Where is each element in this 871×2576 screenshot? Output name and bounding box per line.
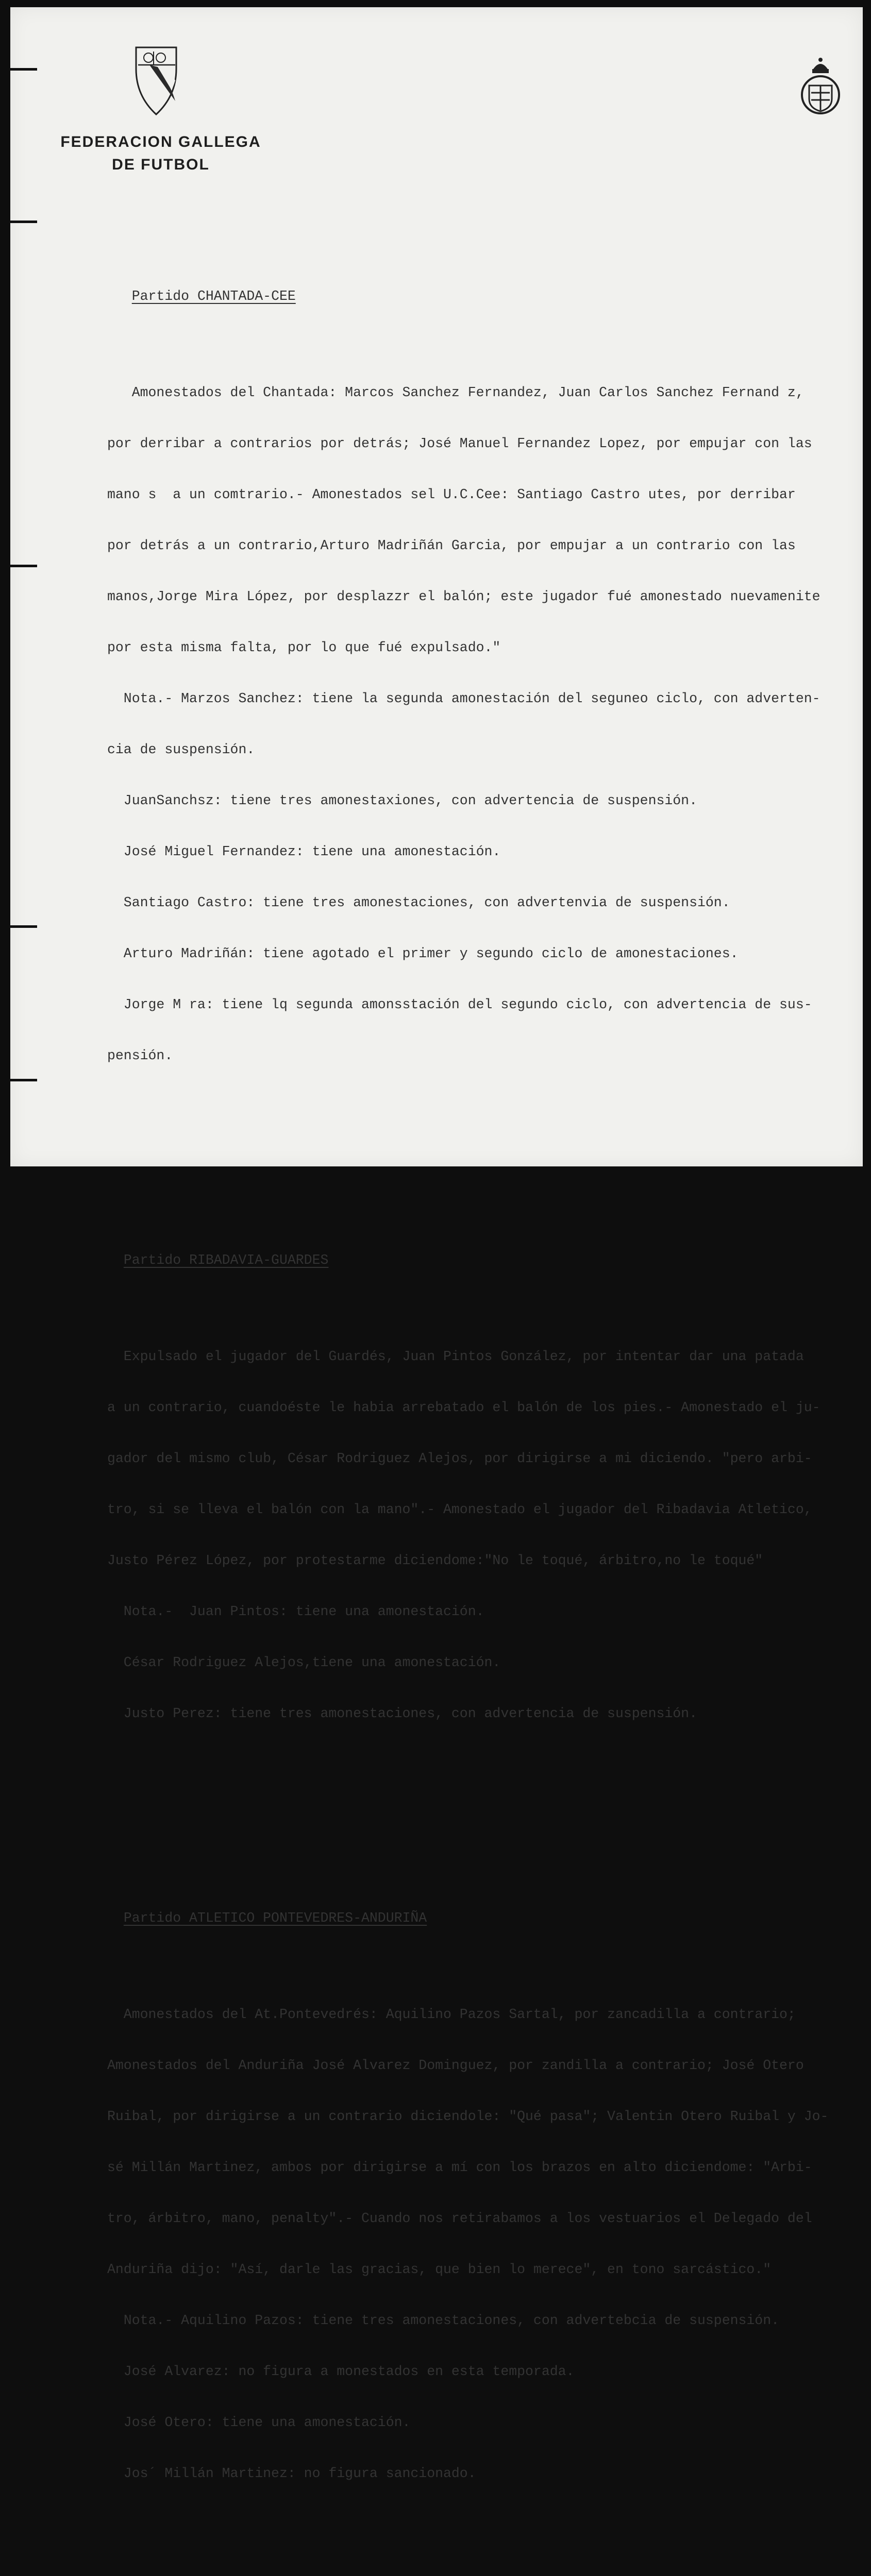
text-line: tro, árbitro, mano, penalty".- Cuando nos retirabamos a los vestuarios el Delegado del bbox=[107, 2211, 812, 2226]
note-line: Nota.- Aquilino Pazos: tiene tres amonestaciones, con advertebcia de suspensión. bbox=[107, 2313, 780, 2328]
note-line: Nota.- Juan Pintos: tiene una amonestación. bbox=[107, 1604, 484, 1619]
binder-hole bbox=[10, 1079, 37, 1081]
federation-shield-logo bbox=[134, 44, 178, 116]
text-line: manos,Jorge Mira López, por desplazzr el balón; este jugador fué amonestado nuevamenite bbox=[107, 589, 820, 604]
text-line: Anduriña dijo: "Así, darle las gracias, que bien lo merece", en tono sarcástico." bbox=[107, 2262, 772, 2277]
binder-hole bbox=[10, 925, 37, 928]
text-line: mano s a un comtrario.- Amonestados sel U.C.Cee: Santiago Castro utes, por derribar bbox=[107, 487, 796, 502]
text-line: Jorge M ra: tiene lq segunda amonsstación del segundo ciclo, con advertencia de sus- bbox=[107, 997, 812, 1012]
royal-crown-crest-logo bbox=[799, 57, 842, 116]
text-line: Justo Pérez López, por protestarme diciendome:"No le toqué, árbitro,no le toqué" bbox=[107, 1553, 763, 1568]
document-body bbox=[107, 203, 860, 2576]
text-line: Amonestados del Anduriña José Alvarez Dominguez, por zandilla a contrario; José Otero bbox=[107, 2058, 804, 2073]
text-line: Jos´ Millán Martinez: no figura sancionado. bbox=[107, 2466, 476, 2481]
text-line: sé Millán Martinez, ambos por dirigirse a mí con los brazos en alto diciendome: "Arbi- bbox=[107, 2160, 812, 2175]
text-line: Amonestados del Chantada: Marcos Sanchez Fernandez, Juan Carlos Sanchez Fernand z, bbox=[107, 385, 804, 400]
text-line: pensión. bbox=[107, 1048, 173, 1063]
text-line: Ruibal, por dirigirse a un contrario diciendole: "Qué pasa"; Valentin Otero Ruibal y Jo- bbox=[107, 2109, 829, 2124]
binder-hole bbox=[10, 221, 37, 223]
match-section-chantada-cee bbox=[107, 254, 860, 1098]
text-line: por derribar a contrarios por detrás; José Manuel Fernandez Lopez, por empujar con las bbox=[107, 436, 812, 451]
binder-hole bbox=[10, 565, 37, 567]
text-line: Expulsado el jugador del Guardés, Juan Pintos González, por intentar dar una patada bbox=[107, 1349, 804, 1364]
text-line: tro, si se lleva el balón con la mano".- Amonestado el jugador del Ribadavia Atletico, bbox=[107, 1502, 812, 1517]
text-line: gador del mismo club, César Rodriguez Alejos, por dirigirse a mi diciendo. "pero arbi- bbox=[107, 1451, 812, 1466]
text-line: Justo Perez: tiene tres amonestaciones, con advertencia de suspensión. bbox=[107, 1706, 697, 1721]
text-line: José Otero: tiene una amonestación. bbox=[107, 2415, 411, 2430]
text-line: a un contrario, cuandoéste le habia arrebatado el balón de los pies.- Amonestado el ju- bbox=[107, 1400, 820, 1415]
text-line: José Miguel Fernandez: tiene una amonestación. bbox=[107, 844, 501, 859]
text-line: JuanSanchsz: tiene tres amonestaxiones, con advertencia de suspensión. bbox=[107, 793, 697, 808]
organization-name-line1: FEDERACION GALLEGA bbox=[60, 133, 261, 150]
organization-name bbox=[58, 131, 264, 176]
text-line: cia de suspensión. bbox=[107, 742, 255, 757]
text-line: Santiago Castro: tiene tres amonestaciones, con advertenvia de suspensión. bbox=[107, 895, 730, 910]
text-line: Amonestados del At.Pontevedrés: Aquilino Pazos Sartal, por zancadilla a contrario; bbox=[107, 2007, 796, 2022]
note-line: Nota.- Marzos Sanchez: tiene la segunda amonestación del seguneo ciclo, con adverten- bbox=[107, 691, 820, 706]
text-line: por detrás a un contrario,Arturo Madriñán Garcia, por empujar a un contrario con las bbox=[107, 538, 796, 553]
match-section-ribadavia-guardes bbox=[107, 1218, 860, 1756]
text-line: José Alvarez: no figura a monestados en esta temporada. bbox=[107, 2364, 575, 2379]
section-title: Partido RIBADAVIA-GUARDES bbox=[123, 1252, 329, 1268]
text-line: por esta misma falta, por lo que fué expulsado." bbox=[107, 640, 501, 655]
binder-hole bbox=[10, 68, 37, 71]
section-title: Partido CHANTADA-CEE bbox=[131, 289, 296, 304]
organization-name-line2: DE FUTBOL bbox=[112, 156, 210, 173]
text-line: César Rodriguez Alejos,tiene una amonestación. bbox=[107, 1655, 501, 1670]
text-line: Arturo Madriñán: tiene agotado el primer y segundo ciclo de amonestaciones. bbox=[107, 946, 739, 961]
match-section-atletico-pontevedres-andurina bbox=[107, 1876, 860, 2516]
section-title: Partido ATLETICO PONTEVEDRES-ANDURIÑA bbox=[123, 1910, 427, 1926]
